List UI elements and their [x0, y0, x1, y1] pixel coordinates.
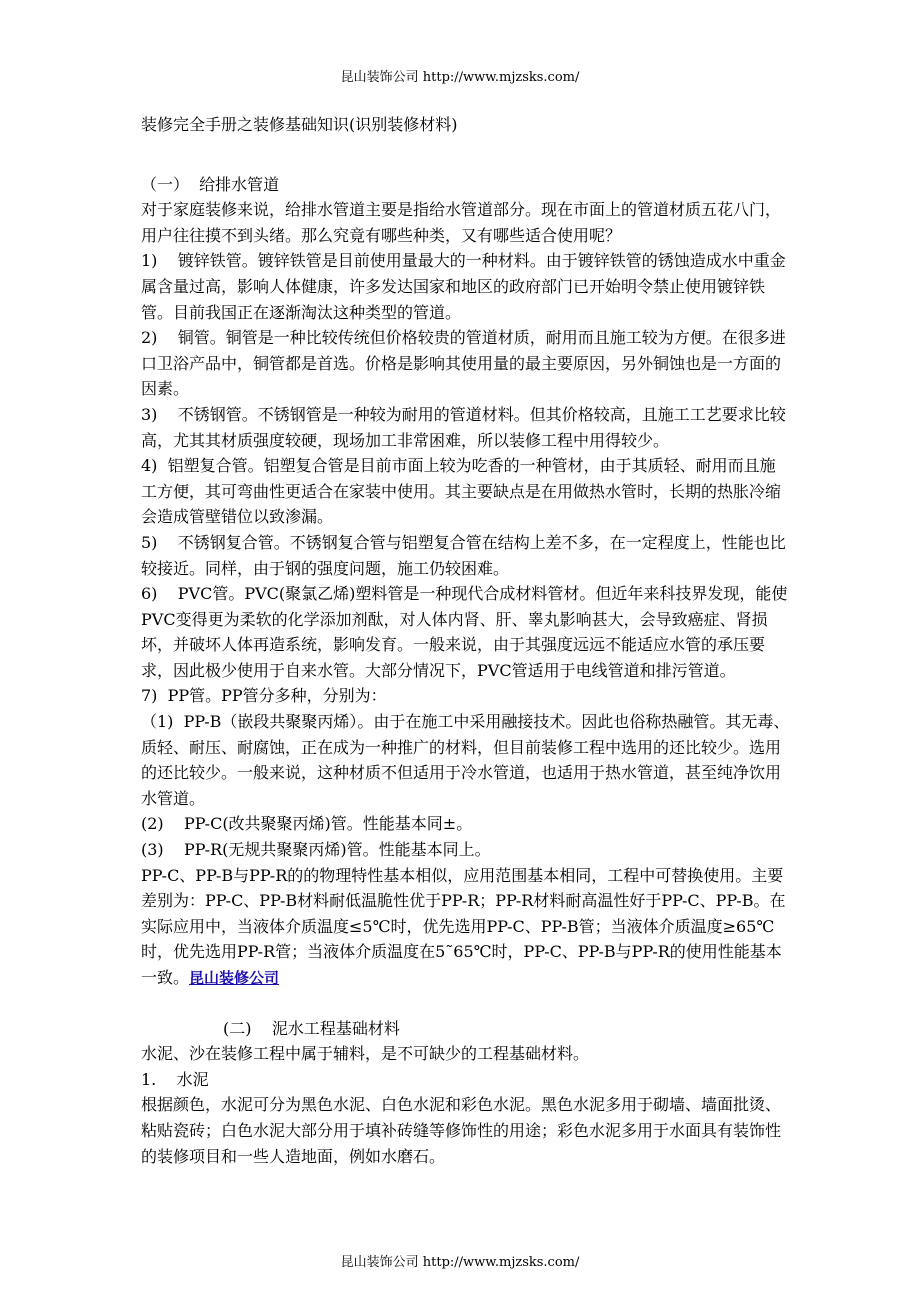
paragraph-item-3: 3) 不锈钢管。不锈钢管是一种较为耐用的管道材料。但其价格较高，且施工工艺要求比较高，尤其其材质强度较硬，现场加工非常困难，所以装修工程中用得较少。: [141, 404, 786, 450]
section-heading-2: (二) 泥水工程基础材料: [223, 1018, 400, 1038]
comparison-text: PP-C、PP-B与PP-R的的物理特性基本相似，应用范围基本相同，工程中可替换使用。主要差别为：PP-C、PP-B材料耐低温脆性优于PP-R；PP-R材料耐高温性好于PP-C、PP-B。在实际应用中，当液体介质温度≤5℃时，优先选用PP-C、PP-B管；当液体介质温度≥65℃时，优先选用PP-R管；当液体介质温度在5˜65℃时，PP-C、PP-B与PP-R的使用性能基本一致。: [141, 865, 786, 987]
paragraph-item-4: 4) 铝塑复合管。铝塑复合管是目前市面上较为吃香的一种管材，由于其质轻、耐用而且施工方便，其可弯曲性更适合在家装中使用。其主要缺点是在用做热水管时，长期的热胀冷缩会造成管壁错位以致渗漏。: [141, 456, 782, 527]
paragraph-cement-body: 根据颜色，水泥可分为黑色水泥、白色水泥和彩色水泥。黑色水泥多用于砌墙、墙面批烫、粘贴瓷砖；白色水泥大部分用于填补砖缝等修饰性的用途；彩色水泥多用于水面具有装饰性的装修项目和一些人造地面，例如水磨石。: [141, 1095, 782, 1166]
paragraph-section2-intro: 水泥、沙在装修工程中属于辅料，是不可缺少的工程基础材料。: [141, 1044, 590, 1064]
company-link[interactable]: 昆山装修公司: [189, 969, 280, 987]
paragraph-intro: 对于家庭装修来说，给排水管道主要是指给水管道部分。现在市面上的管道材质五花八门，用户往往摸不到头绪。那么究竟有哪些种类，又有哪些适合使用呢？: [141, 200, 782, 245]
page-footer: 昆山装饰公司 http://www.mjzsks.com/: [340, 1255, 580, 1270]
paragraph-sub-1: （1) PP-B（嵌段共聚聚丙烯）。由于在施工中采用融接技术。因此也俗称热融管。其无毒、质轻、耐压、耐腐蚀，正在成为一种推广的材料，但目前装修工程中选用的还比较少。选用的还比较少。一般来说，这种材质不但适用于冷水管道，也适用于热水管道，甚至纯净饮用水管道。: [141, 712, 790, 808]
paragraph-sub-3: (3) PP-R(无规共聚聚丙烯)管。性能基本同上。: [141, 840, 491, 860]
paragraph-item-1: 1) 镀锌铁管。镀锌铁管是目前使用量最大的一种材料。由于镀锌铁管的锈蚀造成水中重金属含量过高，影响人体健康，许多发达国家和地区的政府部门已开始明令禁止使用镀锌铁管。目前我国正在逐渐淘汰这种类型的管道。: [141, 251, 786, 322]
paragraph-item-6: 6) PVC管。PVC(聚氯乙烯)塑料管是一种现代合成材料管材。但近年来科技界发现，能使PVC变得更为柔软的化学添加剂酞，对人体内肾、肝、睾丸影响甚大，会导致癌症、肾损坏，并破坏人体再造系统，影响发育。一般来说，由于其强度远远不能适应水管的承压要求，因此极少使用于自来水管。大部分情况下，PVC管适用于电线管道和排污管道。: [141, 584, 788, 680]
page-header: 昆山装饰公司 http://www.mjzsks.com/: [340, 70, 580, 85]
paragraph-cement-heading: 1. 水泥: [141, 1069, 209, 1089]
paragraph-sub-2: (2) PP-C(改共聚聚丙烯)管。性能基本同±。: [141, 814, 473, 834]
paragraph-comparison: [141, 863, 791, 992]
section-spacer: [141, 992, 791, 1016]
document-title: 装修完全手册之装修基础知识(识别装修材料): [141, 115, 458, 134]
document-body: [141, 112, 791, 1169]
paragraph-item-2: 2) 铜管。铜管是一种比较传统但价格较贵的管道材质，耐用而且施工较为方便。在很多进口卫浴产品中，铜管都是首选。价格是影响其使用量的最主要原因，另外铜蚀也是一方面的因素。: [141, 328, 786, 399]
paragraph-item-5: 5) 不锈钢复合管。不锈钢复合管与铝塑复合管在结构上差不多，在一定程度上，性能也比较接近。同样，由于钢的强度问题，施工仍较困难。: [141, 532, 786, 578]
paragraph-item-7: 7) PP管。PP管分多种，分别为：: [141, 686, 387, 706]
section-heading-1: （一） 给排水管道: [141, 174, 280, 194]
